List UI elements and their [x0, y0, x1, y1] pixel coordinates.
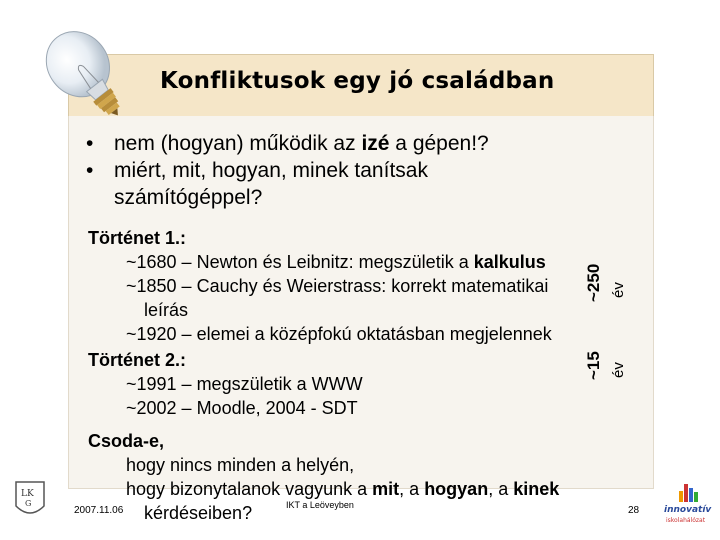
- miracle-line: hogy nincs minden a helyén,: [126, 455, 355, 475]
- footer-date: 2007.11.06: [74, 505, 124, 516]
- svg-text:innovatív: innovatív: [664, 505, 712, 515]
- miracle-line: hogy bizonytalanok vagyunk a mit, a hogyan, a kinek: [126, 479, 560, 499]
- side-label-15: ~15: [584, 351, 603, 380]
- miracle-section: [88, 429, 559, 525]
- bullet-item: • miért, mit, hogyan, minek tanítsak számítógéppel?: [86, 159, 428, 209]
- bullet-list: [86, 130, 489, 211]
- bullet-dot-icon: •: [86, 132, 94, 155]
- miracle-heading: Csoda-e,: [88, 431, 165, 451]
- school-logo-icon: [12, 478, 48, 522]
- side-label-15-unit: év: [610, 362, 627, 378]
- bullet-dot-icon: •: [86, 159, 94, 182]
- svg-text:LK: LK: [21, 489, 34, 499]
- svg-text:iskolahálózat: iskolahálózat: [666, 517, 706, 524]
- page-title: Konfliktusok egy jó családban: [160, 68, 555, 94]
- history-2-item: ~1991 – megszületik a WWW: [126, 374, 363, 394]
- side-label-250: ~250: [584, 263, 603, 302]
- history-1-item-cont: leírás: [144, 300, 189, 320]
- side-label-250-unit: év: [610, 282, 627, 298]
- history-1-heading: Történet 1.:: [88, 228, 187, 248]
- footer-page-number: 28: [628, 505, 640, 516]
- innovativ-iskola-logo-icon: [660, 478, 714, 528]
- history-2-item: ~2002 – Moodle, 2004 - SDT: [126, 398, 358, 418]
- footer-center: IKT a Leöveyben: [286, 500, 354, 510]
- lightbulb-icon: [28, 14, 158, 124]
- history-1-item: ~1680 – Newton és Leibnitz: megszületik a kalkulus: [126, 252, 546, 272]
- history-2: [88, 348, 363, 420]
- bullet-item: • nem (hogyan) működik az izé a gépen!?: [86, 132, 489, 155]
- history-1-item: ~1850 – Cauchy és Weierstrass: korrekt matematikai: [126, 276, 549, 296]
- history-1: [88, 226, 552, 346]
- miracle-line-cont: kérdéseiben?: [144, 503, 253, 523]
- history-2-heading: Történet 2.:: [88, 350, 187, 370]
- svg-text:G: G: [25, 499, 32, 508]
- history-1-item: ~1920 – elemei a középfokú oktatásban megjelennek: [126, 324, 552, 344]
